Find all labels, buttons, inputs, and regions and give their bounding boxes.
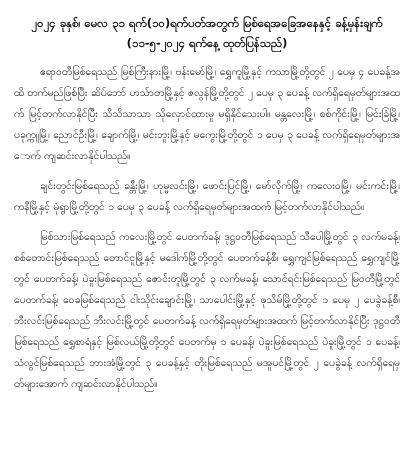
paragraph-chindwin: ချင်းတွင်းမြစ်ရေသည် ခန္တီးမြို့၊ ဟုမ္မလင်းမြို့၊ ဖောင်းပြင်မြို့၊ မော်လိုက်မြို့၊ ကလေးဝမြို့၊ မင်းကင်းမြို့၊ ကနီမြို့နှင့် မုံရွာမြို့တို့တွင် ၁ ပေမှ ၃ ပေခန့် လက်ရှိရေမှတ်များအထက် မြင့်တက်လာနိုင်ပါသည်။ [14,180,400,213]
paragraph-irrawaddy: ဧရာဝတီမြစ်ရေသည် မြစ်ကြီးနားမြို့၊ ဗန်းမော်မြို့၊ ရွှေကူမြို့နှင့် ကသာမြို့တို့တွင် ၂ ပေမှ ၄ ပေခန့်အထိ တက်မည်ဖြစ်ပြီး ဆိပ်ဘော် ဟသ်ာတမြို့နှင့် ဇလွန်မြို့တို့တွင် ၂ ပေမှ ၃ ပေခန့် လက်ရှိရေမှတ်များအထက် မြင့်တက်လာနိုင်ပြီး သိသိသာသာ သိုလှောင်ထားမှု မရှိနိုင်သေးပါ။ မန္တလေးမြို့၊ စစ်ကိုင်းမြို့၊ မြင်းခြံမြို့၊ ပခုက္ကူမြို့၊ ညောင်ဦးမြို့၊ ချောက်မြို့၊ မင်းဘူးမြို့နှင့် မကွေးမြို့တို့တွင် ၁ ပေမှ ၃ ပေခန့် လက်ရှိရေမှတ်များအောက် ကျဆင်းလာနိုင်ပါသည်။ [14,66,400,162]
document-title: ၂၀၂၄ ခုနှစ်၊ မေလ ၃၁ ရက်(၁၀)ရက်ပတ်အတွက် မြစ်ရေအခြေအနေနှင့် ခန့်မှန်းချက် [31,16,383,30]
document-subtitle: (၁၁-၅-၂၀၂၄ ရက်နေ့ ထုတ်ပြန်သည်) [126,36,288,50]
paragraph-other-rivers: မြစ်သားမြစ်ရေသည် ကလေးမြို့တွင် ပေတက်ခန့်၊ ဒုဋ္ဌဝတီမြစ်ရေသည် သီပေါမြို့တွင် ၃ လက်မခန့်၊ စစ်တောင်းမြစ်ရေသည် တောင်ငူမြို့နှင့် မဒေါက်မြို့တို့တွင် ပေတက်ခန့်စီ၊ ရွှေကျင်မြစ်ရေသည် ရွှေကျင်မြို့တွင် ပေတက်ခန့်၊ ပဲခူးမြစ်ရေသည် ဇောင်းတူမြို့တွင် ၃ လက်မခန့်၊ သောင်ရင်းမြစ်ရေသည် မြဝတီမြို့တွင် ပေတက်ခန့်၊ ဝေခမြစ်ရေသည် ငါးသိုင်းချောင်းမြို့၊ သာပေါင်းမြို့နှင့် ဖုသိမ်မြို့တို့တွင် ၁ ပေမှ ၂ ပေခွဲခန့်စီ၊ ဘီးလင်းမြစ်ရေသည် ဘီးလင်းမြို့တွင် ပေတက်ခန့် လက်ရှိရေမှတ်များအထက် မြင့်တက်လာနိုင်ပြီး ဒုဋ္ဌဝတီမြစ်ရေသည် ရွှေစာရံနှင့် မြစ်လယ်မြို့တို့တွင် ပေတက်မှ ၁ ပေခန့်၊ ပဲခူးမြစ်ရေသည် ပဲခူးမြို့တွင် ၁ ပေခန့်၊ သံလွင်မြစ်ရေသည် ဘားအံမြို့တွင် ၃ ပေခန့်နှင့် တိုးမြစ်ရေသည် မအူပင်မြို့တွင် ၂ ပေခွဲခန့် လက်ရှိရေမှတ်များအောက် ကျဆင်းလာနိုင်ပါသည်။ [14,231,400,390]
